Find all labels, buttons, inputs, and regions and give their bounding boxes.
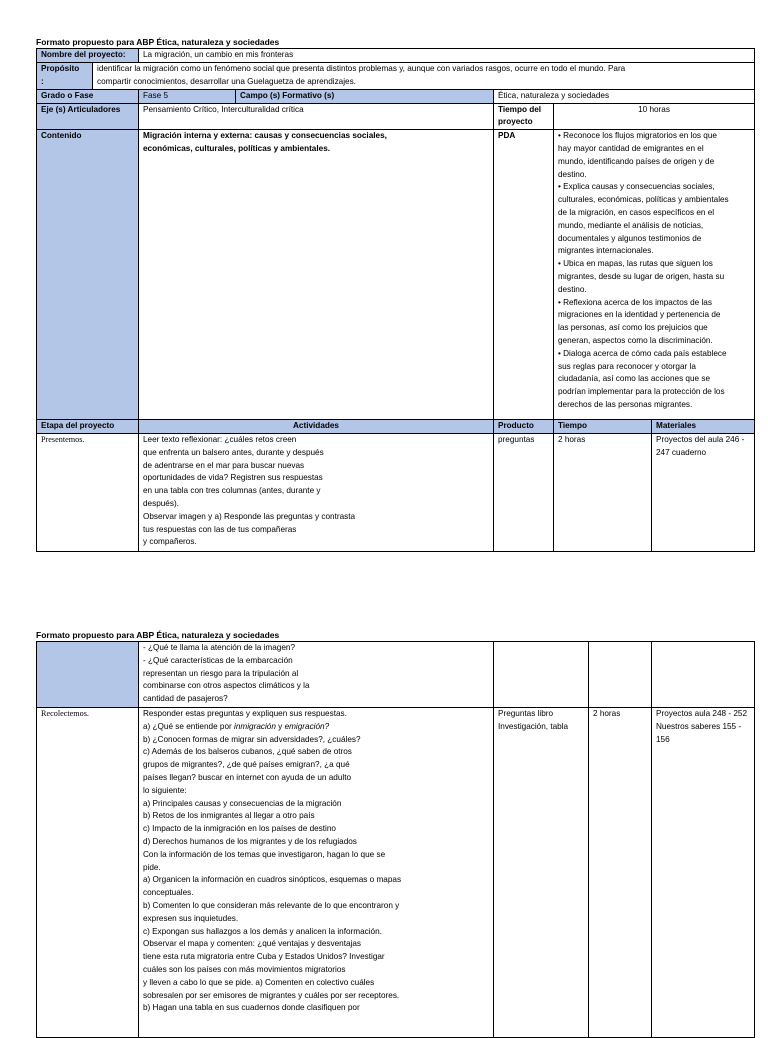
producto-recolectemos: Preguntas libro Investigación, tabla — [494, 708, 589, 1038]
page-title: Formato propuesto para ABP Ética, naturaleza y sociedades — [36, 37, 280, 47]
project-table — [36, 48, 755, 552]
contenido-label: Contenido — [37, 130, 139, 420]
actividades-recolectemos: Responder estas preguntas y expliquen sus respuestas. a) ¿Qué se entiende por inmigración y emigración? b) ¿Conocen formas de migrar sin adversidades?, ¿cuáles? c) Además de los balseros cubanos, ¿qué saben de otros grupos de migrantes?, ¿de qué países emigran?, ¿a qué países llegan? buscar en internet con ayuda de un adulto lo siguiente: a) Principales causas y consecuencias de la migración b) Retos de los inmigrantes al llegar a otro país c) Impacto de la inmigración en los países de destino d) Derechos humanos de los migrantes y de los refugiados Con la información de los temas que investigaron, hagan lo que se pide. a) Organicen la información en cuadros sinópticos, esquemas o mapas conceptuales. b) Comenten lo que consideran más relevante de lo que encontraron y expresen sus inquietudes. c) Expongan sus hallazgos a los demás y analicen la información. Observar el mapa y comenten: ¿qué ventajas y desventajas tiene esta ruta migratoria entre Cuba y Estados Unidos? Investigar cuáles son los países con más movimientos migratorios y lleven a cabo lo que se pide. a) Comenten en colectivo cuáles sobresalen por ser emisores de migrantes y cuáles por ser receptores. b) Hagan una tabla en sus cuadernos donde clasifiquen por — [139, 708, 494, 1038]
nombre-label: Nombre del proyecto: — [37, 49, 139, 63]
etapa-recolectemos: Recolectemos. — [37, 708, 139, 1038]
grado-label: Grado o Fase — [37, 89, 139, 103]
producto-continued — [494, 642, 589, 708]
nombre-value: La migración, un cambio en mis fronteras — [139, 49, 755, 63]
page-title-2: Formato propuesto para ABP Ética, naturaleza y sociedades — [36, 630, 280, 640]
etapa-continued — [37, 642, 139, 708]
eje-label: Eje (s) Articuladores — [37, 103, 139, 130]
header-producto: Producto — [494, 420, 554, 434]
pda-list: • Reconoce los flujos migratorios en los que hay mayor cantidad de emigrantes en el mundo, identificando países de origen y de destino. • Explica causas y consecuencias sociales, culturales, económicas, políticas y ambientales de la migración, en casos específicos en el mundo, mediante el análisis de noticias, documentales y algunos testimonios de migrantes internacionales. • Ubica en mapas, las rutas que siguen los migrantes, desde su lugar de origen, hasta su destino. • Reflexiona acerca de los impactos de las migraciones en la identidad y pertenencia de las personas, así como los prejuicios que generan, aspectos como la discriminación. • Dialoga acerca de cómo cada país establece sus reglas para reconocer y otorgar la ciudadanía, así como las acciones que se podrían implementar para la protección de los derechos de las personas migrantes. — [554, 130, 755, 420]
pda-label: PDA — [494, 130, 554, 420]
header-tiempo: Tiempo — [554, 420, 652, 434]
tiempo-recolectemos: 2 horas — [589, 708, 652, 1038]
grado-fase-cell: Fase 5 Campo (s) Formativo (s) — [139, 89, 494, 103]
producto-presentemos: preguntas — [494, 433, 554, 551]
etapa-presentemos: Presentemos. — [37, 433, 139, 551]
materiales-presentemos: Proyectos del aula 246 - 247 cuaderno — [652, 433, 755, 551]
proposito-value: identificar la migración como un fenómeno social que presenta distintos problemas y, aunque con variados rasgos, ocurre en todo el mundo. Para compartir conocimientos, desarrollar una Guelaguetza de aprendizajes. — [93, 62, 755, 89]
header-materiales: Materiales — [652, 420, 755, 434]
proposito-label: Propósito : — [37, 62, 93, 89]
tiempo-continued — [589, 642, 652, 708]
tiempo-presentemos: 2 horas — [554, 433, 652, 551]
eje-value: Pensamiento Crítico, Interculturalidad crítica — [139, 103, 494, 130]
header-etapa: Etapa del proyecto — [37, 420, 139, 434]
actividades-continued: - ¿Qué te llama la atención de la imagen? - ¿Qué características de la embarcación representan un riesgo para la tripulación al combinarse con otros aspectos climáticos y la cantidad de pasajeros? — [139, 642, 494, 708]
actividades-presentemos: Leer texto reflexionar: ¿cuáles retos creen que enfrenta un balsero antes, durante y después de adentrarse en el mar para buscar nuevas oportunidades de vida? Registren sus respuestas en una tabla con tres columnas (antes, durante y después). Observar imagen y a) Responde las preguntas y contrasta tus respuestas con las de tus compañeras y compañeros. — [139, 433, 494, 551]
project-table-continued — [36, 641, 755, 1038]
materiales-continued — [652, 642, 755, 708]
contenido-value: Migración interna y externa: causas y consecuencias sociales, económicas, culturales, políticas y ambientales. — [139, 130, 494, 420]
campo-value: Ética, naturaleza y sociedades — [494, 89, 755, 103]
tiempo-proyecto-value: 10 horas — [554, 103, 755, 130]
materiales-recolectemos: Proyectos aula 248 - 252 Nuestros saberes 155 - 156 — [652, 708, 755, 1038]
header-actividades: Actividades — [139, 420, 494, 434]
tiempo-proyecto-label: Tiempo del proyecto — [494, 103, 554, 130]
